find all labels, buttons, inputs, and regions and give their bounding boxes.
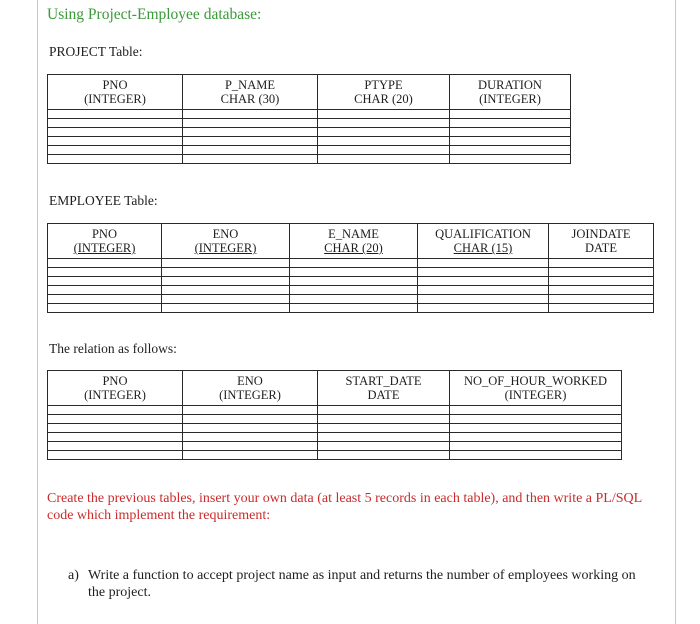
document-heading: Using Project-Employee database: — [47, 6, 262, 23]
table-header-row — [48, 224, 654, 259]
table-row — [48, 146, 571, 155]
table-header-row — [48, 371, 622, 406]
table-row — [48, 424, 622, 433]
relation-table-label: The relation as follows: — [49, 341, 177, 356]
column-header: DURATION (INTEGER) — [450, 75, 571, 110]
column-header: NO_OF_HOUR_WORKED (INTEGER) — [450, 371, 622, 406]
relation-table — [47, 370, 622, 460]
table-row — [48, 406, 622, 415]
table-row — [48, 286, 654, 295]
column-header: JOINDATE DATE — [549, 224, 654, 259]
column-header: PTYPE CHAR (20) — [318, 75, 450, 110]
question-item — [68, 567, 658, 601]
question-marker: a) — [68, 568, 79, 583]
column-header: P_NAME CHAR (30) — [183, 75, 318, 110]
column-header: PNO (INTEGER) — [48, 75, 183, 110]
column-header: PNO (INTEGER) — [48, 224, 162, 259]
table-row — [48, 268, 654, 277]
table-row — [48, 259, 654, 268]
table-row — [48, 304, 654, 313]
column-header: ENO (INTEGER) — [162, 224, 290, 259]
column-header: PNO (INTEGER) — [48, 371, 183, 406]
project-table-label: PROJECT Table: — [49, 44, 143, 59]
table-row — [48, 277, 654, 286]
table-row — [48, 433, 622, 442]
table-row — [48, 137, 571, 146]
employee-table-label: EMPLOYEE Table: — [49, 193, 158, 208]
question-text: Write a function to accept project name as input and returns the number of employees working on the project. — [88, 568, 636, 600]
column-header: ENO (INTEGER) — [183, 371, 318, 406]
instruction-text: Create the previous tables, insert your own data (at least 5 records in each table), and then write a PL/SQL code which implement the requirement: — [47, 491, 642, 523]
table-row — [48, 415, 622, 424]
employee-table — [47, 223, 654, 313]
column-header: START_DATE DATE — [318, 371, 450, 406]
table-row — [48, 295, 654, 304]
table-row — [48, 128, 571, 137]
table-header-row — [48, 75, 571, 110]
table-row — [48, 451, 622, 460]
table-row — [48, 110, 571, 119]
table-row — [48, 119, 571, 128]
table-row — [48, 155, 571, 164]
column-header: E_NAME CHAR (20) — [290, 224, 418, 259]
table-row — [48, 442, 622, 451]
project-table — [47, 74, 571, 164]
column-header: QUALIFICATION CHAR (15) — [418, 224, 549, 259]
